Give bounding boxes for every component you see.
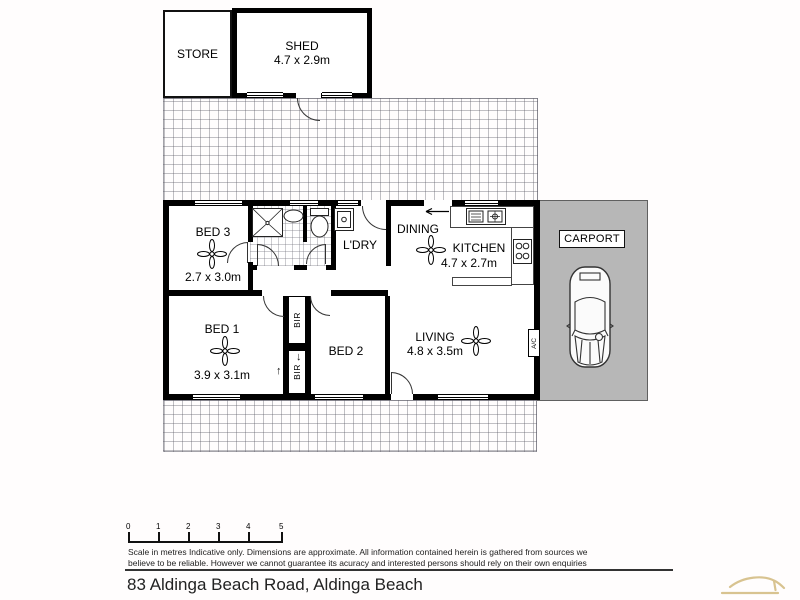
wall bbox=[294, 265, 307, 270]
room-shed bbox=[232, 8, 372, 98]
wall bbox=[386, 206, 391, 266]
cooktop-icon bbox=[513, 239, 532, 264]
kitchen-label: KITCHEN bbox=[452, 241, 506, 255]
wall bbox=[166, 290, 262, 296]
scale-tick-label: 5 bbox=[279, 522, 284, 531]
disclaimer-line-2: believe to be reliable. However we cannot guarantee its acuracy and interested persons should rely on their own enquiries bbox=[128, 558, 587, 568]
scale-bar bbox=[126, 522, 284, 543]
bir-top-label: BIR bbox=[291, 312, 302, 328]
living-door-gap bbox=[391, 394, 413, 400]
agency-logo bbox=[716, 556, 798, 598]
wall bbox=[306, 296, 311, 394]
scale-tick-label: 1 bbox=[156, 522, 161, 531]
window bbox=[465, 200, 498, 206]
kitchen-sink-icon bbox=[466, 208, 506, 225]
dining-label: DINING bbox=[397, 222, 439, 236]
wall bbox=[331, 290, 388, 296]
wall bbox=[250, 265, 257, 270]
shower-icon bbox=[252, 208, 283, 237]
laundry-trough-icon bbox=[334, 208, 354, 231]
bed1-label: BED 1 bbox=[204, 322, 240, 336]
paving-upper bbox=[163, 98, 538, 202]
shed-dims: 4.7 x 2.9m bbox=[273, 53, 331, 67]
paving-lower bbox=[163, 400, 537, 452]
dining-slider-gap bbox=[424, 200, 452, 206]
window bbox=[193, 394, 240, 400]
store-label: STORE bbox=[176, 47, 219, 61]
kitchen-bench-island bbox=[452, 277, 512, 286]
toilet-icon bbox=[308, 208, 331, 239]
shed-label: SHED bbox=[285, 39, 319, 53]
window bbox=[195, 200, 242, 206]
slide-up-arrow-icon: ↑ bbox=[276, 365, 282, 377]
window bbox=[315, 394, 363, 400]
bed3-label: BED 3 bbox=[195, 225, 231, 239]
bed2-label: BED 2 bbox=[328, 344, 364, 358]
vanity-basin-icon bbox=[283, 209, 304, 223]
bed1-dims: 3.9 x 3.1m bbox=[193, 368, 251, 382]
footer-divider bbox=[125, 569, 673, 571]
property-address: 83 Aldinga Beach Road, Aldinga Beach bbox=[127, 575, 423, 594]
laundry-door-gap bbox=[361, 200, 386, 206]
window bbox=[322, 92, 352, 98]
living-label: LIVING bbox=[415, 330, 455, 344]
window bbox=[438, 394, 488, 400]
scale-tick-label: 4 bbox=[246, 522, 251, 531]
carport-label: CARPORT bbox=[564, 233, 620, 245]
wall bbox=[385, 296, 390, 394]
carport-label-box bbox=[559, 230, 625, 248]
window bbox=[247, 92, 283, 98]
ac-label: A/C bbox=[530, 337, 538, 349]
living-dims: 4.8 x 3.5m bbox=[406, 344, 464, 358]
bed3-dims: 2.7 x 3.0m bbox=[184, 270, 242, 284]
room-store bbox=[163, 10, 232, 98]
slide-down-arrow-icon: ↓ bbox=[296, 351, 302, 363]
scale-tick-label: 0 bbox=[126, 522, 131, 531]
car-icon bbox=[566, 264, 614, 370]
ceiling-fan-icon bbox=[210, 336, 240, 366]
bir-top bbox=[288, 296, 306, 344]
ceiling-fan-icon bbox=[197, 239, 227, 269]
sliding-door-arrow-icon bbox=[420, 207, 450, 216]
window bbox=[290, 200, 318, 206]
wall bbox=[326, 265, 336, 270]
disclaimer-line-1: Scale in metres Indicative only. Dimensions are approximate. All information contained herein is gathered from sources we bbox=[128, 547, 588, 557]
kitchen-dims: 4.7 x 2.7m bbox=[440, 256, 498, 270]
scale-tick-label: 2 bbox=[186, 522, 191, 531]
bir-bottom-label: BIR bbox=[291, 364, 302, 380]
ac-unit bbox=[528, 329, 540, 357]
window bbox=[338, 200, 358, 206]
ldry-label: L'DRY bbox=[342, 238, 378, 252]
scale-tick-label: 3 bbox=[216, 522, 221, 531]
